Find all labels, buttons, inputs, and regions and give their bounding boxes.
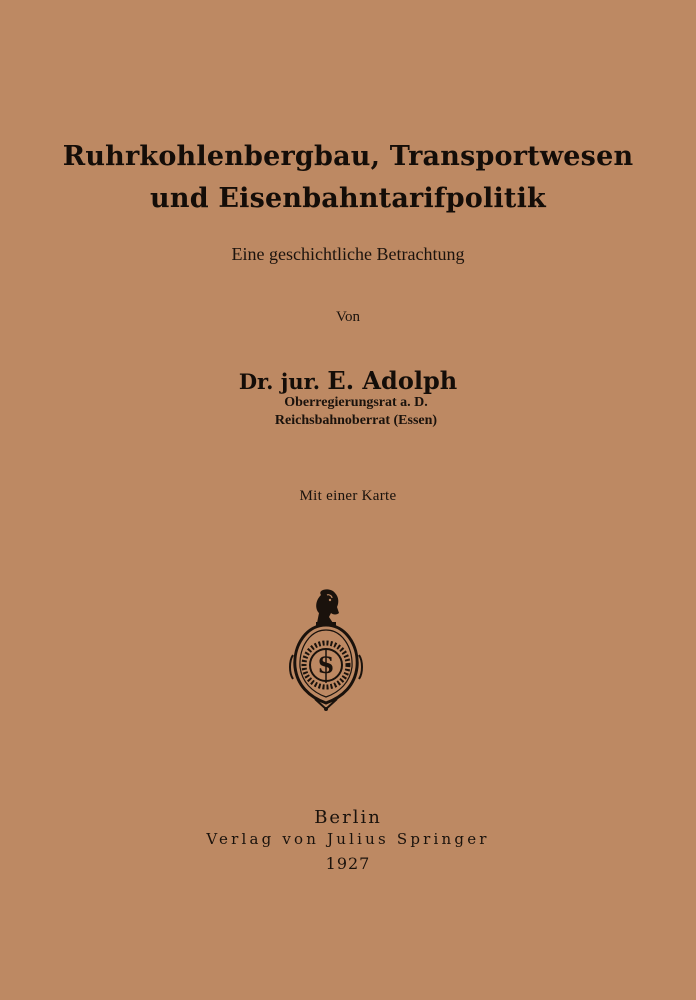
author-affiliation-1: Oberregierungsrat a. D. [284,395,428,410]
book-title-line-1: Ruhrkohlenbergbau, Transportwesen [62,141,634,172]
author-affiliation-2: Reichsbahnoberrat (Essen) [274,413,438,428]
author-prefix: Dr. jur. [238,369,321,394]
author-name: E. Adolph [327,366,458,395]
book-subtitle: Eine geschichtliche Betrachtung [231,244,465,264]
book-title-line-2: und Eisenbahntarifpolitik [150,183,546,214]
supplement-note: Mit einer Karte [299,488,397,504]
by-label: Von [336,309,360,325]
publication-place: Berlin [314,807,382,828]
author [0,366,696,395]
svg-text:S: S [318,653,334,679]
publication-year: 1927 [325,854,371,873]
springer-knight-emblem-icon [287,585,365,713]
publisher: Verlag von Julius Springer [206,830,490,848]
